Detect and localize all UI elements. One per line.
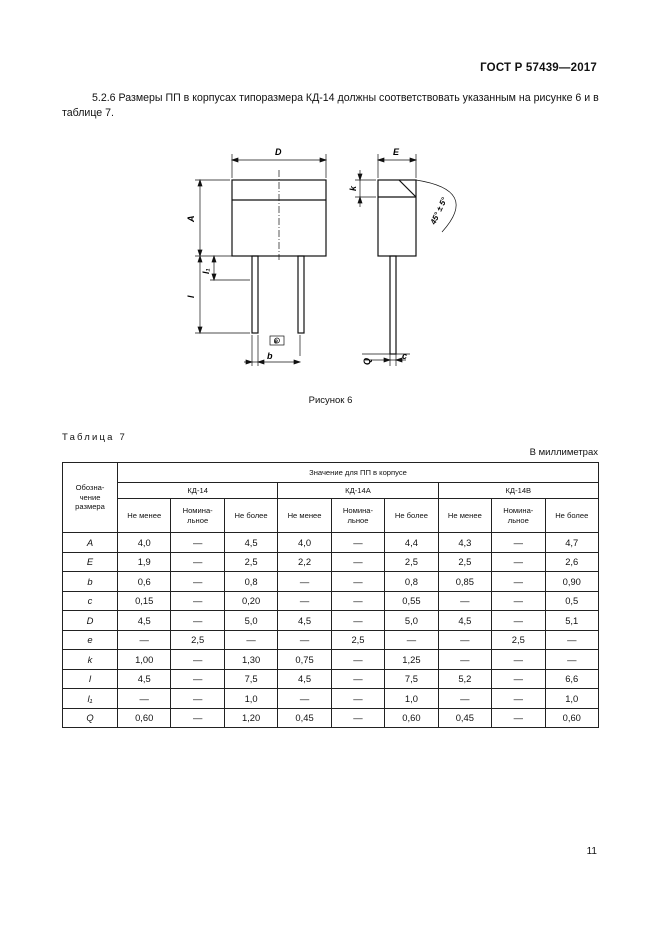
table-cell: 5,2 bbox=[438, 669, 491, 689]
table-cell: — bbox=[438, 591, 491, 611]
table-cell: 4,5 bbox=[438, 611, 491, 631]
table-row bbox=[63, 591, 599, 611]
header-package: КД-14А bbox=[278, 483, 438, 499]
table-cell: 4,5 bbox=[278, 669, 331, 689]
table-cell: — bbox=[385, 630, 438, 650]
table-cell: — bbox=[171, 650, 224, 670]
table-cell: 1,30 bbox=[224, 650, 277, 670]
label-e: e bbox=[274, 338, 278, 346]
label-c: c bbox=[402, 351, 408, 361]
table-row bbox=[63, 572, 599, 592]
chamfer-line bbox=[399, 180, 416, 197]
table-cell: — bbox=[171, 533, 224, 553]
label-k: k bbox=[348, 185, 358, 191]
table-cell: — bbox=[118, 689, 171, 709]
table-cell: — bbox=[171, 708, 224, 728]
label-E: E bbox=[393, 147, 400, 157]
lead-right bbox=[298, 256, 304, 333]
table-cell: 4,0 bbox=[278, 533, 331, 553]
lead-left bbox=[252, 256, 258, 333]
label-b: b bbox=[267, 351, 273, 361]
table-cell: — bbox=[118, 630, 171, 650]
figure-caption: Рисунок 6 bbox=[308, 395, 353, 406]
table-cell: — bbox=[331, 669, 384, 689]
table-cell: — bbox=[278, 591, 331, 611]
table-cell: 7,5 bbox=[385, 669, 438, 689]
table-cell: 1,00 bbox=[118, 650, 171, 670]
table-cell: — bbox=[438, 689, 491, 709]
table-row bbox=[63, 630, 599, 650]
table-row bbox=[63, 650, 599, 670]
header-package: КД-14 bbox=[118, 483, 278, 499]
table-cell: — bbox=[545, 650, 599, 670]
table-cell: 1,20 bbox=[224, 708, 277, 728]
table-cell: — bbox=[331, 708, 384, 728]
row-designation: E bbox=[63, 552, 118, 572]
table-row bbox=[63, 669, 599, 689]
table-cell: 4,4 bbox=[385, 533, 438, 553]
header-designation: Обозна-чение размера bbox=[63, 463, 118, 533]
table-cell: — bbox=[331, 572, 384, 592]
table-cell: 4,0 bbox=[118, 533, 171, 553]
header-min: Не менее bbox=[438, 499, 491, 533]
table-cell: — bbox=[492, 572, 545, 592]
table-cell: — bbox=[278, 689, 331, 709]
table-cell: 4,5 bbox=[118, 669, 171, 689]
table-cell: 5,1 bbox=[545, 611, 599, 631]
table-cell: — bbox=[224, 630, 277, 650]
header-package: КД-14В bbox=[438, 483, 598, 499]
row-designation: A bbox=[63, 533, 118, 553]
header-max: Не более bbox=[385, 499, 438, 533]
table-cell: 2,5 bbox=[438, 552, 491, 572]
table-units: В миллиметрах bbox=[529, 447, 598, 458]
table-cell: — bbox=[331, 689, 384, 709]
table-title: Таблица 7 bbox=[62, 432, 127, 443]
table-cell: 5,0 bbox=[224, 611, 277, 631]
table-cell: 5,0 bbox=[385, 611, 438, 631]
label-Q: Q bbox=[362, 357, 372, 365]
label-l: l bbox=[186, 295, 196, 298]
table-cell: — bbox=[492, 689, 545, 709]
table-cell: — bbox=[545, 630, 599, 650]
table-cell: — bbox=[438, 650, 491, 670]
table-row bbox=[63, 689, 599, 709]
header-min: Не менее bbox=[118, 499, 171, 533]
package-drawing bbox=[180, 140, 490, 370]
table-cell: 7,5 bbox=[224, 669, 277, 689]
row-designation: D bbox=[63, 611, 118, 631]
table-cell: — bbox=[492, 533, 545, 553]
table-row bbox=[63, 552, 599, 572]
table-row bbox=[63, 533, 599, 553]
header-nominal: Номина-льное bbox=[492, 499, 545, 533]
table-cell: — bbox=[278, 630, 331, 650]
table-cell: — bbox=[171, 689, 224, 709]
table-cell: — bbox=[278, 572, 331, 592]
table-row bbox=[63, 611, 599, 631]
table-cell: 2,5 bbox=[385, 552, 438, 572]
table-cell: — bbox=[171, 572, 224, 592]
table-cell: — bbox=[438, 630, 491, 650]
table-cell: 0,85 bbox=[438, 572, 491, 592]
label-l1: l₁ bbox=[201, 268, 211, 274]
table-cell: 1,25 bbox=[385, 650, 438, 670]
table-cell: 2,5 bbox=[224, 552, 277, 572]
table-body bbox=[63, 533, 599, 728]
dimensions-table bbox=[62, 462, 599, 728]
table-cell: 4,5 bbox=[278, 611, 331, 631]
table-cell: — bbox=[331, 591, 384, 611]
row-designation: Q bbox=[63, 708, 118, 728]
table-cell: — bbox=[171, 552, 224, 572]
table-cell: 4,3 bbox=[438, 533, 491, 553]
table-cell: 2,2 bbox=[278, 552, 331, 572]
row-designation: k bbox=[63, 650, 118, 670]
table-cell: 0,60 bbox=[118, 708, 171, 728]
header-nominal: Номина-льное bbox=[331, 499, 384, 533]
lead-side bbox=[390, 256, 396, 354]
table-cell: 0,90 bbox=[545, 572, 599, 592]
table-cell: — bbox=[331, 611, 384, 631]
drawing-svg bbox=[180, 140, 490, 370]
row-designation: b bbox=[63, 572, 118, 592]
header-max: Не более bbox=[224, 499, 277, 533]
table-cell: — bbox=[492, 552, 545, 572]
table-cell: — bbox=[331, 650, 384, 670]
table-cell: — bbox=[492, 708, 545, 728]
table-cell: 0,60 bbox=[545, 708, 599, 728]
intro-paragraph: 5.2.6 Размеры ПП в корпусах типоразмера КД-14 должны соответствовать указанным на рисунке 6 и в таблице 7. bbox=[62, 92, 599, 119]
table-cell: 1,0 bbox=[545, 689, 599, 709]
header-max: Не более bbox=[545, 499, 599, 533]
table-cell: 0,60 bbox=[385, 708, 438, 728]
label-angle: 45° ± 5° bbox=[428, 196, 449, 226]
table-cell: 6,6 bbox=[545, 669, 599, 689]
table-cell: 0,5 bbox=[545, 591, 599, 611]
table-cell: 1,0 bbox=[224, 689, 277, 709]
table-cell: 4,5 bbox=[118, 611, 171, 631]
table-cell: 2,6 bbox=[545, 552, 599, 572]
table-cell: 0,75 bbox=[278, 650, 331, 670]
table-cell: 0,45 bbox=[278, 708, 331, 728]
table-cell: 1,0 bbox=[385, 689, 438, 709]
table-cell: — bbox=[492, 669, 545, 689]
label-A: A bbox=[186, 215, 196, 222]
table-cell: 2,5 bbox=[171, 630, 224, 650]
table-cell: 1,9 bbox=[118, 552, 171, 572]
table-cell: — bbox=[171, 591, 224, 611]
table-cell: — bbox=[492, 650, 545, 670]
table-cell: — bbox=[171, 669, 224, 689]
table-cell: 2,5 bbox=[331, 630, 384, 650]
table-cell: — bbox=[171, 611, 224, 631]
label-D: D bbox=[275, 147, 282, 157]
table-cell: 0,8 bbox=[224, 572, 277, 592]
table-cell: — bbox=[492, 591, 545, 611]
table-cell: 0,15 bbox=[118, 591, 171, 611]
row-designation: l bbox=[63, 669, 118, 689]
row-designation: e bbox=[63, 630, 118, 650]
header-group: Значение для ПП в корпусе bbox=[118, 463, 599, 483]
header-min: Не менее bbox=[278, 499, 331, 533]
table-cell: — bbox=[492, 611, 545, 631]
table-cell: 2,5 bbox=[492, 630, 545, 650]
page-number: 11 bbox=[586, 846, 597, 857]
table-row bbox=[63, 708, 599, 728]
document-header: ГОСТ Р 57439—2017 bbox=[480, 62, 597, 74]
table-cell: 0,55 bbox=[385, 591, 438, 611]
table-cell: 4,5 bbox=[224, 533, 277, 553]
table-cell: 0,45 bbox=[438, 708, 491, 728]
table-cell: — bbox=[331, 552, 384, 572]
table-cell: 0,6 bbox=[118, 572, 171, 592]
table-cell: 0,20 bbox=[224, 591, 277, 611]
row-designation: l₁ bbox=[63, 689, 118, 709]
table-cell: — bbox=[331, 533, 384, 553]
table-cell: 0,8 bbox=[385, 572, 438, 592]
header-nominal: Номина-льное bbox=[171, 499, 224, 533]
table-cell: 4,7 bbox=[545, 533, 599, 553]
row-designation: c bbox=[63, 591, 118, 611]
